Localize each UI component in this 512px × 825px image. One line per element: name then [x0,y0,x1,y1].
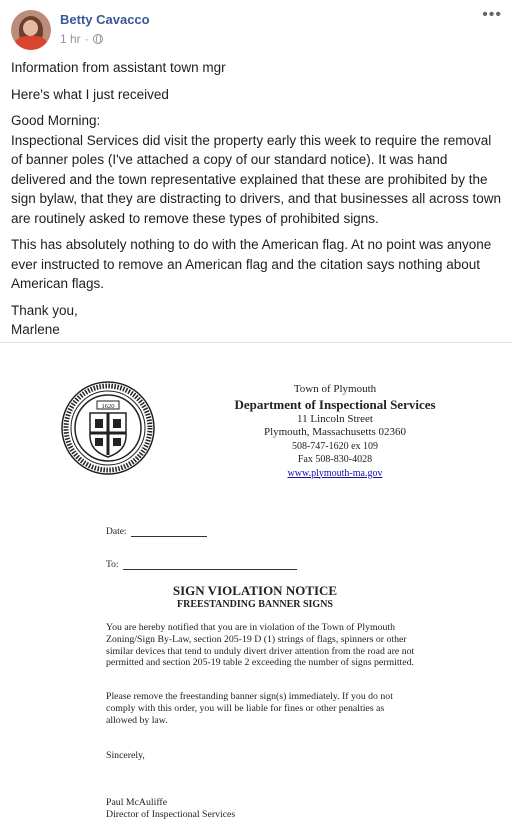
more-options-icon[interactable]: ••• [482,6,502,23]
post-time[interactable]: 1 hr [60,32,81,46]
signer-name: Paul McAuliffe [106,797,168,808]
town-name: Town of Plymouth [293,383,377,395]
globe-icon[interactable] [93,34,103,44]
notice-closing: Sincerely, [106,750,145,761]
notice-body-violation: You are hereby notified that you are in violation of the Town of Plymouth Zoning/Sign By-Law, section 205-19 D (1) strings of flags, spinners or other similar devices that tend to unduly divert driver attention from the road are not permitted and section 205-19 table 2 exceeding the number of signs permitted. [106,622,415,669]
website-link: www.plymouth-ma.gov [287,467,383,479]
street-address: 11 Lincoln Street [297,412,373,425]
phone-number: 508-747-1620 ex 109 [291,440,379,452]
notice-subtitle: FREESTANDING BANNER SIGNS [177,599,333,610]
post-meta [60,32,103,46]
post-text [11,58,501,347]
avatar[interactable] [11,10,51,50]
to-blank-line [123,569,297,570]
city-address: Plymouth, Massachusetts 02360 [263,426,407,438]
author-name[interactable]: Betty Cavacco [60,12,150,27]
post-paragraph: Thank you, [11,302,78,318]
post-paragraph: Marlene [11,322,60,337]
town-seal [61,381,155,475]
department-name: Department of Inspectional Services [234,396,436,412]
fax-number: Fax 508-830-4028 [297,454,373,465]
date-field [106,527,207,537]
notice-title: SIGN VIOLATION NOTICE [172,583,338,598]
to-field [106,560,297,570]
notice-body-instruction: Please remove the freestanding banner sign(s) immediately. If you do not comply with this order, you will be liable for fines or other penalties as allowed by law. [106,691,393,726]
meta-separator: · [84,32,89,46]
post-paragraph: Here's what I just received [11,86,169,102]
post-paragraph: Good Morning: [11,113,101,128]
attached-notice-image[interactable] [0,342,512,825]
date-label: Date: [106,527,127,537]
date-blank-line [131,536,207,537]
to-label: To: [106,560,119,570]
seal-year: 1620 [101,403,115,410]
post-paragraph: Inspectional Services did visit the property early this week to require the removal of banner poles (I've attached a copy of our standard notice). It was hand delivered and the town representative explained that these are prohibited by the sign bylaw, that they are distracting to drivers, and that businesses all across town are routinely asked to remove these types of prohibited signs. [11,132,502,226]
post-paragraph: Information from assistant town mgr [11,60,226,75]
signature-block [106,797,235,820]
post-header [0,0,512,56]
letterhead [200,383,470,480]
post-paragraph: This has absolutely nothing to do with the American flag. At no point was anyone ever instructed to remove an American flag and the citation says nothing about American flags. [11,237,492,291]
signer-title: Director of Inspectional Services [106,808,236,820]
